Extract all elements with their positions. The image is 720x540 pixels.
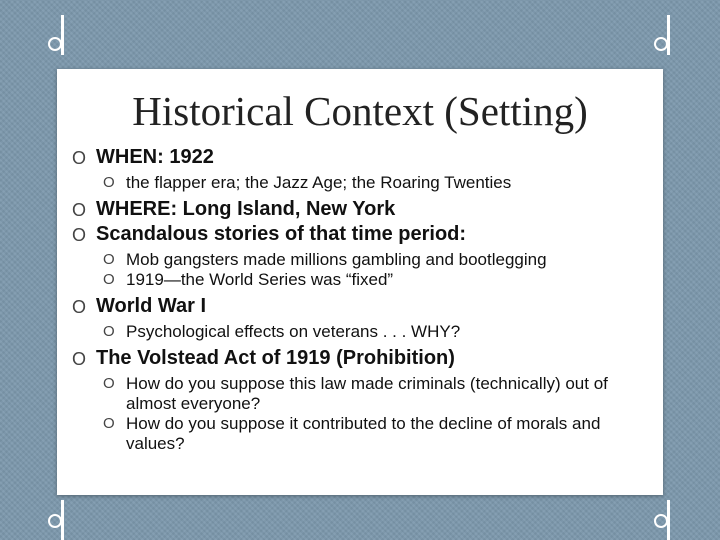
- sub-bullet-item: [72, 173, 656, 193]
- sub-bullet-item: [72, 270, 656, 290]
- pin-ring-top-right-icon: [654, 37, 668, 51]
- bullet-item: [72, 346, 656, 371]
- bullet-item: [72, 197, 656, 222]
- sub-bullet-item: [72, 414, 656, 454]
- bullet-marker-icon: O: [72, 225, 87, 245]
- sub-bullet-item: [72, 322, 656, 342]
- bullet-marker-icon: O: [103, 174, 115, 191]
- bullet-item: [72, 145, 656, 170]
- bullet-text: How do you suppose it contributed to the decline of morals and values?: [126, 414, 601, 453]
- slide-title: Historical Context (Setting): [132, 88, 588, 134]
- bullet-text: Mob gangsters made millions gambling and bootlegging: [126, 250, 547, 269]
- bullet-list: [72, 145, 656, 454]
- sub-bullet-item: [72, 250, 656, 270]
- bullet-marker-icon: O: [72, 349, 87, 369]
- pin-ring-bottom-left-icon: [48, 514, 62, 528]
- pin-line-top-left: [61, 15, 64, 55]
- bullet-marker-icon: O: [72, 148, 87, 168]
- sub-bullet-item: [72, 374, 656, 414]
- pin-ring-bottom-right-icon: [654, 514, 668, 528]
- bullet-item: [72, 222, 656, 247]
- pin-line-top-right: [667, 15, 670, 55]
- bullet-marker-icon: O: [103, 323, 115, 340]
- bullet-marker-icon: O: [103, 251, 115, 268]
- bullet-text: WHEN: 1922: [96, 146, 214, 168]
- pin-ring-top-left-icon: [48, 37, 62, 51]
- bullet-text: WHERE: Long Island, New York: [96, 198, 396, 220]
- bullet-text: the flapper era; the Jazz Age; the Roaring Twenties: [126, 173, 512, 192]
- bullet-marker-icon: O: [72, 200, 87, 220]
- bullet-text: Psychological effects on veterans . . . WHY?: [126, 322, 461, 341]
- bullet-text: Scandalous stories of that time period:: [96, 223, 467, 245]
- bullet-text: How do you suppose this law made criminals (technically) out of almost everyone?: [126, 374, 608, 413]
- bullet-marker-icon: O: [103, 415, 115, 432]
- bullet-text: World War I: [96, 295, 206, 317]
- bullet-text: The Volstead Act of 1919 (Prohibition): [96, 347, 455, 369]
- bullet-marker-icon: O: [72, 297, 87, 317]
- bullet-marker-icon: O: [103, 375, 115, 392]
- bullet-marker-icon: O: [103, 271, 115, 288]
- bullet-text: 1919—the World Series was “fixed”: [126, 270, 394, 289]
- bullet-item: [72, 294, 656, 319]
